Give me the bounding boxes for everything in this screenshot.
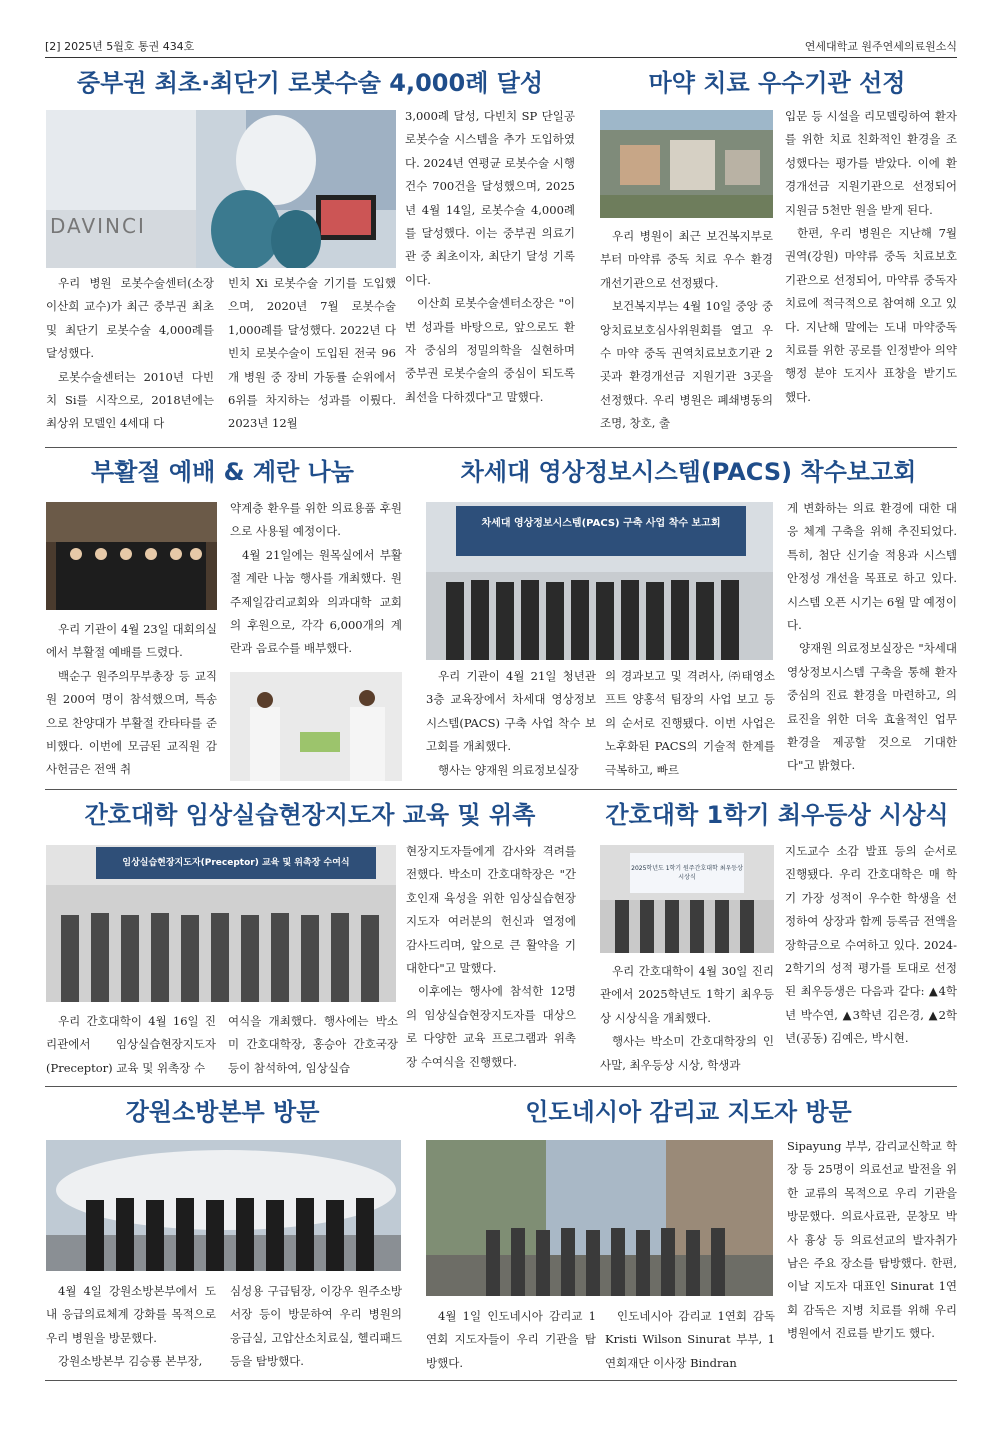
indonesia-col-3: Sipayung 부부, 감리교신학교 학장 등 25명이 의료선교 발전을 위한 교류의 목적으로 우리 기관을 방문했다. 의료사료관, 문창모 박사 흉상 등 의료선교의 발자취가 남은 주요 장소를 탐방했다. 한편, 이날 지도자 대표인 Sinurat 1연회 감독은 지병 치료를 위해 우리 병원에서 진료를 받기도 했다. [787,1139,957,1341]
award-col-2: 지도교수 소감 발표 등의 순서로 진행됐다. 우리 간호대학은 매 학기 가장 성적이 우수한 학생을 선정하여 상장과 함께 등록금 전액을 장학금으로 수여하고 있다. 2024-2학기의 성적 평가를 토대로 선정된 최우등생은 다음과 같다: ▲4학년 박수연, ▲3학년 김은경, ▲2학년(공동) 김예은, 박시현. [785,844,957,1046]
publication-name: 연세대학교 원주연세의료원소식 [804,40,957,53]
hospital-aerial-photo [600,110,773,218]
pacs-col-2: 의 경과보고 및 격려사, ㈜태영소프트 양홍석 팀장의 사업 보고 등의 순서로 진행됐다. 이번 사업은 노후화된 PACS의 기술적 한계를 극복하고, 빠르 [605,669,775,777]
fire-title: 강원소방본부 방문 [125,1098,320,1126]
robot-col-3: 3,000례 달성, 다빈치 SP 단일공 로봇수술 시스템을 추가 도입하였다. 2024년 연평균 로봇수술 시행 건수 700건을 달성했으며, 2025년 4월 14일, 로봇수술 4,000례를 달성했다. 이는 중부권 의료기관 중 최초이자, 최단기 달성 기록이다. 이산희 로봇수술센터소장은 "이번 성과를 바탕으로, 앞으로도 환자 중심의 정밀의학을 실현하며 중부권 로봇수술의 중심이 되도록 최선을 다하겠다"고 말했다. [405,109,575,404]
award-banner: 2025학년도 1학기 원주간호대학 최우등상 시상식 [631,865,743,881]
robot-col-2: 빈치 Xi 로봇수술 기기를 도입했으며, 2020년 7월 로봇수술 1,000례를 달성했다. 2022년 다빈치 로봇수술이 도입된 전국 96개 병원 중 장비 가동률 순위에서 6위를 차지하는 성과를 이뤘다. 2023년 12월 [228,276,396,431]
preceptor-col-1: 우리 간호대학이 4월 16일 진리관에서 임상실습현장지도자(Preceptor) 교육 및 위촉장 수 [46,1014,216,1075]
indonesia-col-2: 인도네시아 감리교 1연회 감독 Kristi Wilson Sinurat 부부, 1연회재단 이사장 Bindran [605,1309,775,1370]
award-ceremony-photo [600,845,774,953]
fire-col-2: 심성용 구급팀장, 이강우 원주소방서장 등이 방문하여 우리 병원의 응급실, 고압산소치료실, 헬리패드 등을 탐방했다. [230,1284,402,1369]
drug-title: 마약 치료 우수기관 선정 [648,69,906,97]
fire-visit-photo [46,1140,401,1271]
pacs-col-3: 게 변화하는 의료 환경에 대한 대응 체계 구축을 위해 추진되었다. 특히, 첨단 신기술 적용과 시스템 안정성 개선을 목표로 하고 있다. 시스템 오픈 시기는 6월 말 예정이다. 양재원 의료정보실장은 "차세대 영상정보시스템 구축을 통해 환자 중심의 진료 환경을 마련하고, 의료진을 위한 더욱 효율적인 업무 환경을 제공할 것으로 기대한다"고 밝혔다. [787,501,957,773]
easter-col-2: 약계층 환우를 위한 의료용품 후원으로 사용될 예정이다. 4월 21일에는 원목실에서 부활절 계란 나눔 행사를 개최했다. 원주제일감리교회와 의과대학 교회의 후원으로, 각각 6,000개의 계란과 음료수를 배부했다. [230,501,402,656]
robot-surgery-photo [46,110,396,268]
pacs-title: 차세대 영상정보시스템(PACS) 착수보고회 [460,458,917,486]
pacs-banner: 차세대 영상정보시스템(PACS) 구축 사업 착수 보고회 [481,518,721,529]
indonesia-title: 인도네시아 감리교 지도자 방문 [525,1098,852,1126]
award-title: 간호대학 1학기 최우등상 시상식 [605,801,949,829]
robot-col-1: 우리 병원 로봇수술센터(소장 이산희 교수)가 최근 중부권 최초 및 최단기 로봇수술 4,000례를 달성했다. 로봇수술센터는 2010년 다빈치 Si를 시작으로, 2018년에는 최상위 모델인 4세대 다 [46,276,214,431]
fire-col-1: 4월 4일 강원소방본부에서 도내 응급의료체계 강화를 목적으로 우리 병원을 방문했다. 강원소방본부 김승룡 본부장, [46,1284,216,1369]
davinci-logo: DAVINCI [50,214,146,238]
preceptor-col-2: 여식을 개최했다. 행사에는 박소미 간호대학장, 홍승아 간호국장 등이 참석하여, 임상실습 [228,1014,398,1075]
bottom-divider [45,1380,957,1381]
preceptor-group-photo [46,845,396,1002]
award-col-1: 우리 간호대학이 4월 30일 진리관에서 2025학년도 1학기 최우등상 시상식을 개최했다. 행사는 박소미 간호대학장의 인사말, 최우등상 시상, 학생과 [600,964,774,1072]
page-header [45,36,957,58]
preceptor-col-3: 현장지도자들에게 감사와 격려를 전했다. 박소미 간호대학장은 "간호인재 육성을 위한 임상실습현장지도자 여러분의 헌신과 열정에 감사드리며, 앞으로 큰 활약을 기대한다"고 말했다. 이후에는 행사에 참석한 12명의 임상실습현장지도자를 대상으로 다양한 교육 프로그램과 위촉장 수여식을 진행했다. [406,844,576,1069]
divider [45,447,957,448]
drug-col-1: 우리 병원이 최근 보건복지부로부터 마약류 중독 치료 우수 환경개선기관으로 선정됐다. 보건복지부는 4월 10일 중앙 중앙치료보호심사위원회를 열고 우수 마약 중독 권역치료보호기관 2곳과 환경개선금 지원기관 3곳을 선정했다. 우리 병원은 폐쇄병동의 조명, 창호, 출 [600,229,773,431]
issue-info: [2] 2025년 5월호 통권 434호 [45,40,195,53]
drug-col-2: 입문 등 시설을 리모델링하여 환자를 위한 치료 친화적인 환경을 조성했다는 평가를 받았다. 이에 환경개선금 지원기관으로 선정되어 지원금 5천만 원을 받게 된다. 한편, 우리 병원은 지난해 7월 권역(강원) 마약류 중독 치료보호기관으로 선정되어, 마약류 중독자 치료에 적극적으로 참여해 오고 있다. 지난해 말에는 도내 마약중독 치료를 위한 공로를 인정받아 의약행정 분야 도지사 표창을 받기도 했다. [785,109,957,404]
preceptor-banner: 임상실습현장지도자(Preceptor) 교육 및 위촉장 수여식 [122,858,350,868]
divider [45,1086,957,1087]
easter-title: 부활절 예배 & 계란 나눔 [90,458,354,486]
indonesia-visit-photo [426,1140,773,1296]
divider [45,789,957,790]
easter-choir-photo [46,502,217,610]
pacs-group-photo [426,502,773,660]
egg-sharing-photo [230,672,402,781]
preceptor-title: 간호대학 임상실습현장지도자 교육 및 위촉 [84,801,536,829]
robot-title: 중부권 최초·최단기 로봇수술 4,000례 달성 [76,69,544,97]
pacs-col-1: 우리 기관이 4월 21일 청년관 3층 교육장에서 차세대 영상정보시스템(PACS) 구축 사업 착수 보고회를 개최했다. 행사는 양재원 의료정보실장 [426,669,596,777]
indonesia-col-1: 4월 1일 인도네시아 감리교 1연회 지도자들이 우리 기관을 탐방했다. [426,1309,596,1370]
easter-col-1: 우리 기관이 4월 23일 대회의실에서 부활절 예배를 드렸다. 백순구 원주의무부총장 등 교직원 200여 명이 참석했으며, 특송으로 찬양대가 부활절 칸타타를 준비했다. 이번에 모금된 교직원 감사헌금은 전액 취 [46,622,217,777]
